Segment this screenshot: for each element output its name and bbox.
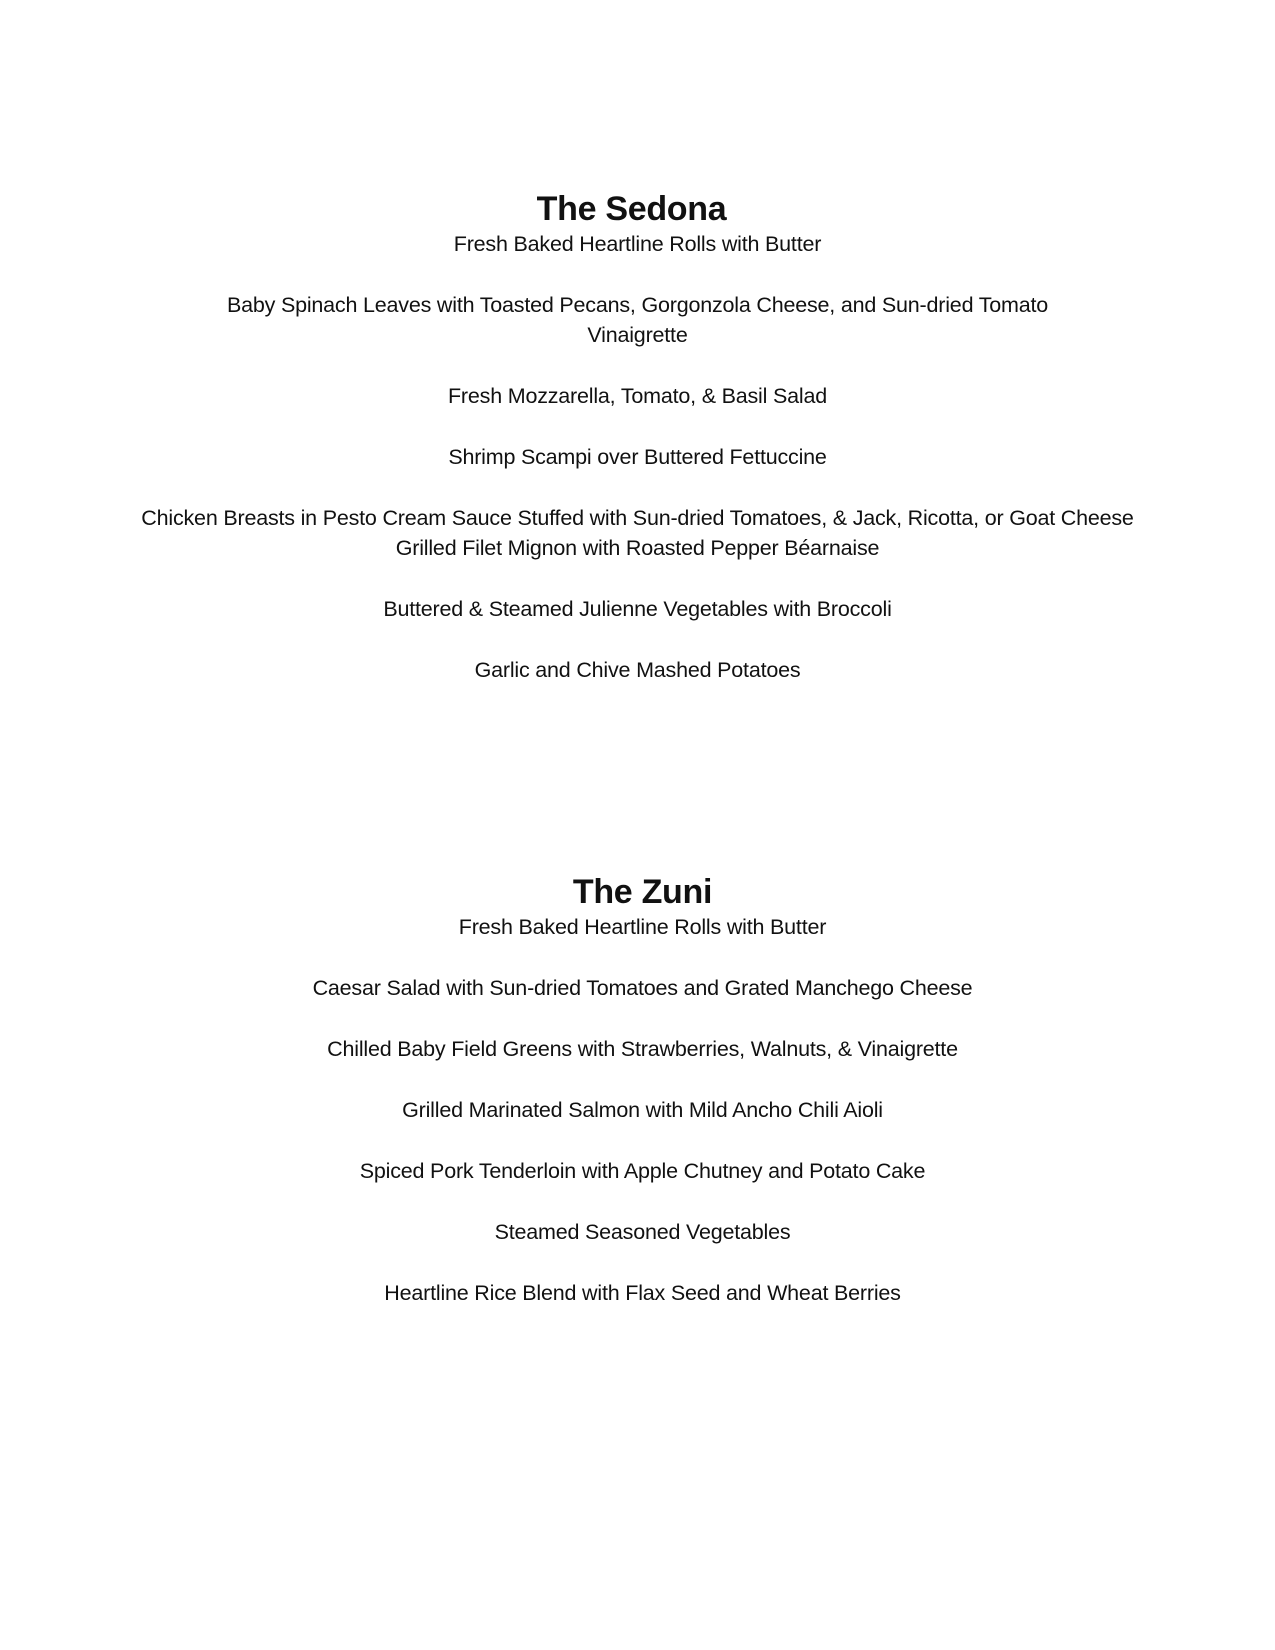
menu-item: Heartline Rice Blend with Flax Seed and Wheat Berries: [384, 1281, 901, 1305]
menu-item: Fresh Mozzarella, Tomato, & Basil Salad: [448, 384, 827, 408]
menu-item: Buttered & Steamed Julienne Vegetables with Broccoli: [383, 597, 892, 621]
menu-item: Caesar Salad with Sun-dried Tomatoes and Grated Manchego Cheese: [312, 976, 973, 1000]
menu-title: The Zuni: [572, 873, 713, 911]
menu-item: Baby Spinach Leaves with Toasted Pecans, Gorgonzola Cheese, and Sun-dried Tomato Vinaigrette: [226, 293, 1049, 347]
menu-item: Shrimp Scampi over Buttered Fettuccine: [448, 445, 827, 469]
menu-item: Grilled Filet Mignon with Roasted Pepper Béarnaise: [395, 536, 880, 560]
menu-item: Spiced Pork Tenderloin with Apple Chutney and Potato Cake: [359, 1159, 926, 1183]
menu-item: Fresh Baked Heartline Rolls with Butter: [453, 232, 822, 256]
menu-item: Steamed Seasoned Vegetables: [494, 1220, 791, 1244]
menu-item: Chicken Breasts in Pesto Cream Sauce Stuffed with Sun-dried Tomatoes, & Jack, Ricotta, or Goat Cheese: [141, 506, 1134, 530]
menu-list: [0, 229, 1275, 685]
menu-item: Grilled Marinated Salmon with Mild Ancho Chili Aioli: [402, 1098, 883, 1122]
menu-title: The Sedona: [536, 190, 727, 228]
menu-list: [10, 912, 1275, 1308]
menu-item: Chilled Baby Field Greens with Strawberries, Walnuts, & Vinaigrette: [327, 1037, 958, 1061]
menu-section-zuni: [0, 872, 1275, 1308]
menu-section-sedona: [0, 189, 1275, 685]
menu-item: Fresh Baked Heartline Rolls with Butter: [458, 915, 827, 939]
menu-item: Garlic and Chive Mashed Potatoes: [474, 658, 801, 682]
